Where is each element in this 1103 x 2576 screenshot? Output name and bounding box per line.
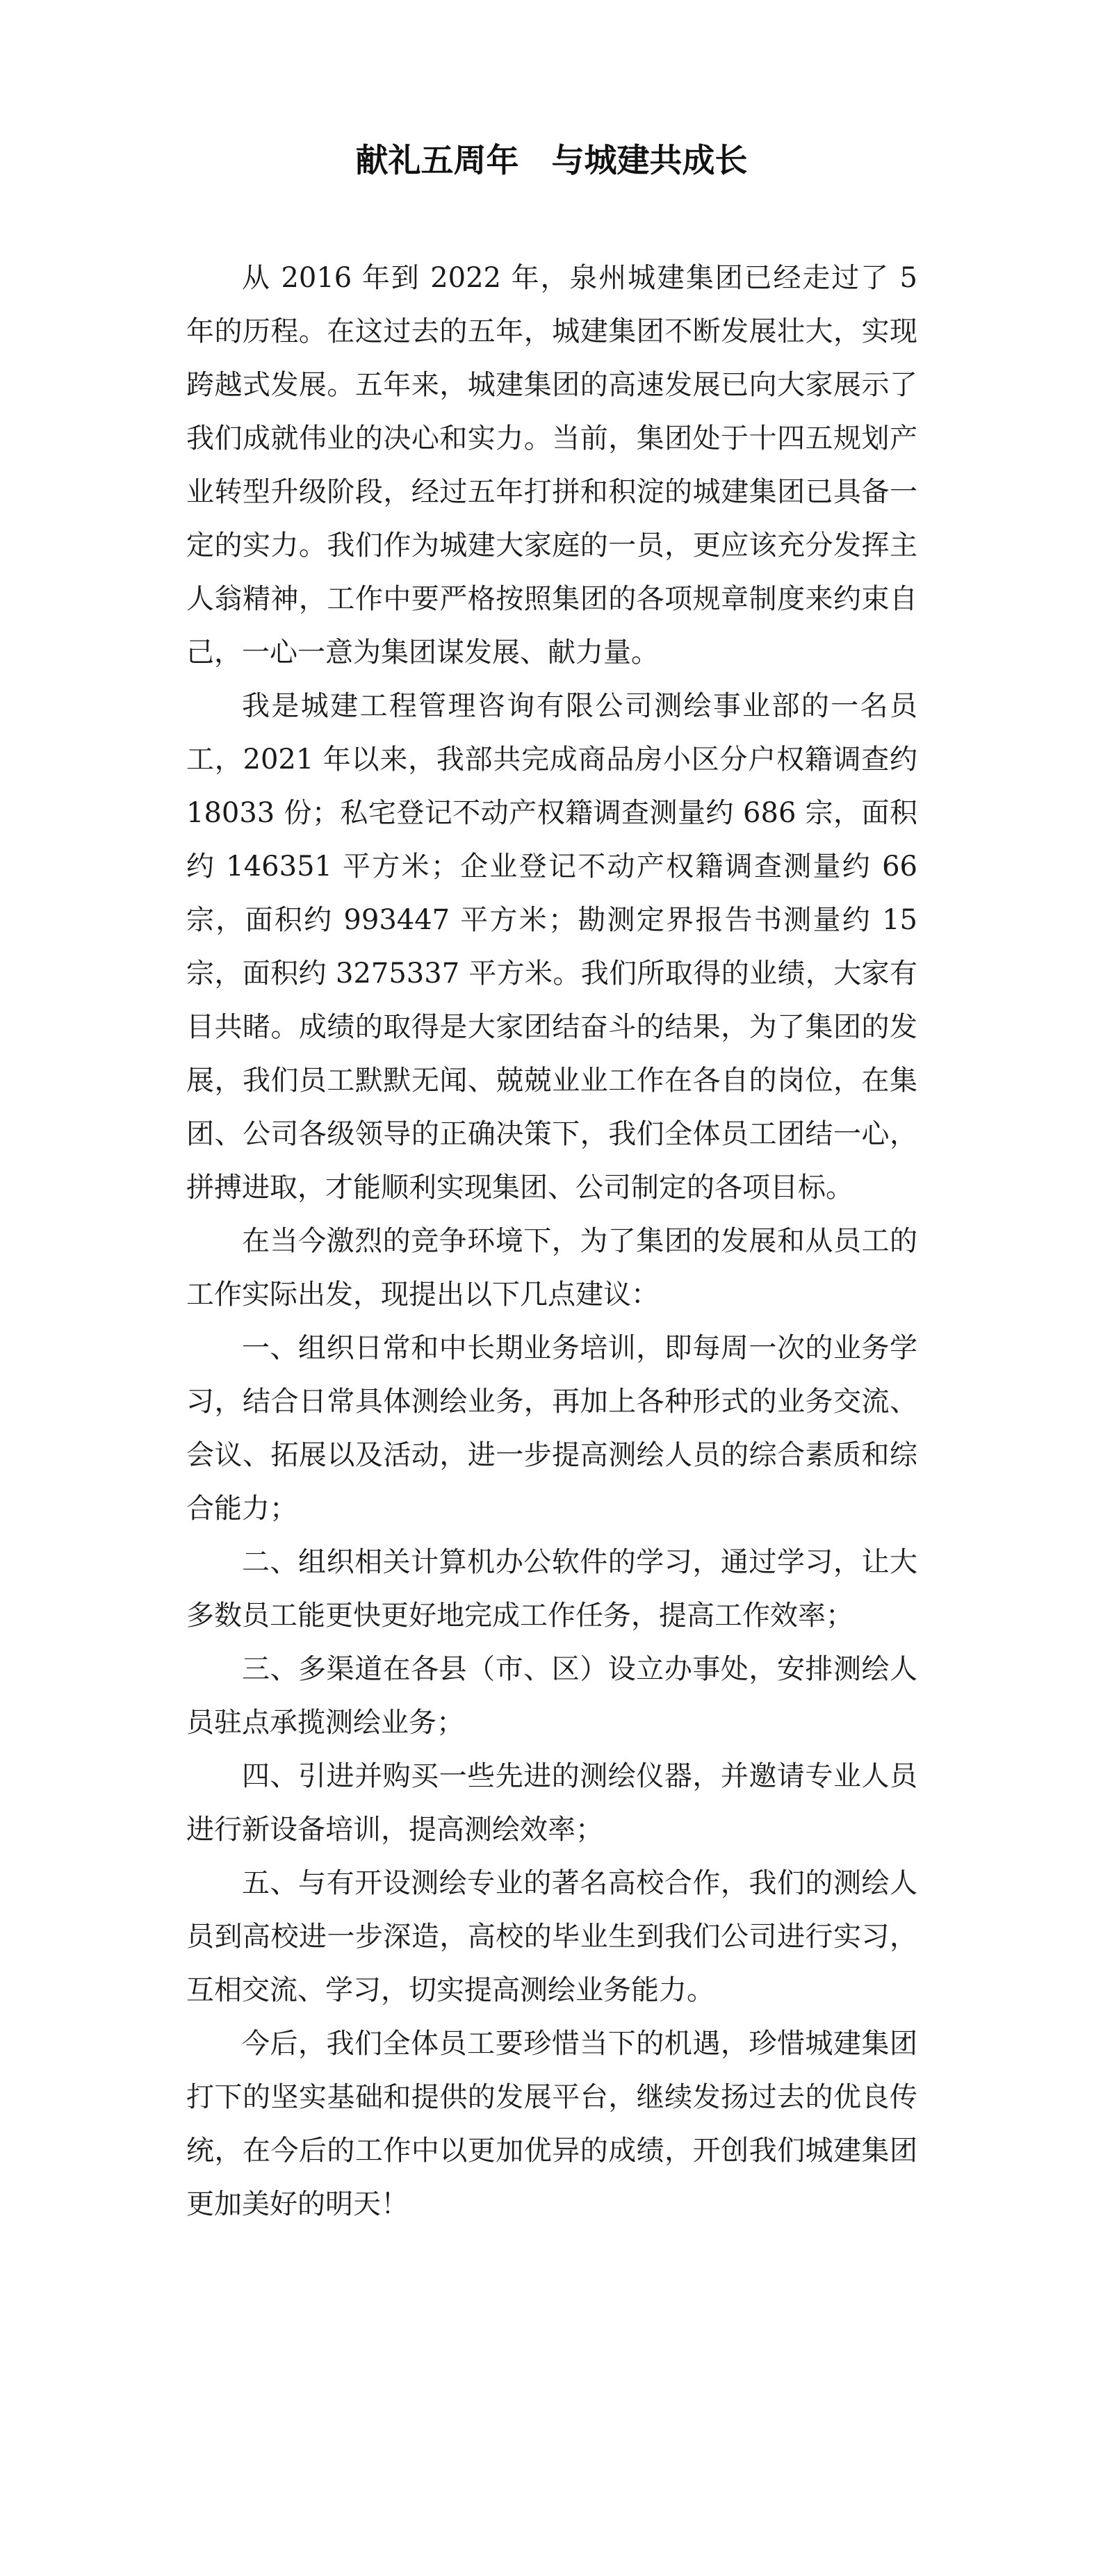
paragraph-suggestion-5: 五、与有开设测绘专业的著名高校合作，我们的测绘人员到高校进一步深造，高校的毕业生到我们公司进行实习，互相交流、学习，切实提高测绘业务能力。 [186,1867,917,2006]
paragraph-conclusion: 今后，我们全体员工要珍惜当下的机遇，珍惜城建集团打下的坚实基础和提供的发展平台，继续发扬过去的优良传统，在今后的工作中以更加优异的成绩，开创我们城建集团更加美好的明天！ [186,2028,917,2220]
paragraph-suggestion-1: 一、组织日常和中长期业务培训，即每周一次的业务学习，结合日常具体测绘业务，再加上各种形式的业务交流、会议、拓展以及活动，进一步提高测绘人员的综合素质和综合能力； [186,1332,917,1525]
paragraph-suggestion-4: 四、引进并购买一些先进的测绘仪器，并邀请专业人员进行新设备培训，提高测绘效率； [186,1760,917,1846]
document-title: 献礼五周年 与城建共成长 [355,142,748,180]
paragraph-intro: 从 2016 年到 2022 年，泉州城建集团已经走过了 5 年的历程。在这过去的五年，城建集团不断发展壮大，实现跨越式发展。五年来，城建集团的高速发展已向大家展示了我们成就伟业的决心和实力。当前，集团处于十四五规划产业转型升级阶段，经过五年打拼和积淀的城建集团已具备一定的实力。我们作为城建大家庭的一员，更应该充分发挥主人翁精神，工作中要严格按照集团的各项规章制度来约束自己，一心一意为集团谋发展、献力量。 [186,262,917,668]
paragraph-suggestions-intro: 在当今激烈的竞争环境下，为了集团的发展和从员工的工作实际出发，现提出以下几点建议： [186,1225,917,1311]
paragraph-achievements: 我是城建工程管理咨询有限公司测绘事业部的一名员工，2021 年以来，我部共完成商品房小区分户权籍调查约 18033 份；私宅登记不动产权籍调查测量约 686 宗，面积约 146351 平方米；企业登记不动产权籍调查测量约 66 宗，面积约 993447 平方米；勘测定界报告书测量约 15 宗，面积约 3275337 平方米。我们所取得的业绩，大家有目共睹。成绩的取得是大家团结奋斗的结果，为了集团的发展，我们员工默默无闻、兢兢业业工作在各自的岗位，在集团、公司各级领导的正确决策下，我们全体员工团结一心，拼搏进取，才能顺利实现集团、公司制定的各项目标。 [186,690,917,1204]
paragraph-suggestion-2: 二、组织相关计算机办公软件的学习，通过学习，让大多数员工能更快更好地完成工作任务，提高工作效率； [186,1546,917,1632]
document-body [186,252,917,2231]
paragraph-suggestion-3: 三、多渠道在各县（市、区）设立办事处，安排测绘人员驻点承揽测绘业务； [186,1653,917,1739]
